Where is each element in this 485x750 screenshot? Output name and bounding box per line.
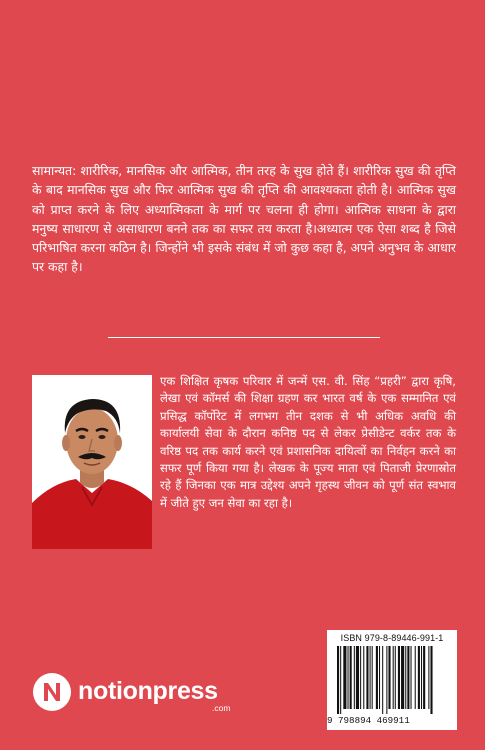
barcode-digits: 9 798894 469911 — [327, 715, 410, 726]
author-photo — [32, 375, 152, 549]
barcode-bar — [405, 646, 406, 709]
barcode-bar — [407, 646, 409, 709]
publisher-domain: .com — [212, 703, 231, 713]
barcode-bar — [348, 646, 349, 709]
barcode-bar — [356, 646, 359, 709]
barcode-bar — [418, 646, 420, 709]
barcode-bar — [363, 646, 364, 709]
barcode-bar — [370, 646, 371, 709]
notionpress-n-icon — [32, 672, 72, 712]
barcode-bar — [401, 646, 404, 709]
barcode-bars — [335, 646, 449, 714]
barcode-bar — [428, 646, 429, 709]
barcode-bar — [382, 646, 383, 714]
book-blurb: सामान्यत: शारीरिक, मानसिक और आत्मिक, तीन तरह के सुख होते हैं। शारीरिक सुख की तृप्ति के बाद मानसिक सुख और फिर आत्मिक सुख की तृप्ति की आवश्यकता होती है। आत्मिक सुख को प्राप्त करने के लिए अध्यात्मिकता के मार्ग पर चलना ही होगा। आत्मिक साधना के द्वारा मनुष्य साधारण से असाधारण बनने तक का सफर तय करता है।अध्यात्म एक ऐसा शब्द है जिसे परिभाषित करना कठिन है। जिन्होंने भी इसके संबंध में जो कुछ कहा है, अपने अनुभव के आधार पर कहा है। — [32, 163, 456, 275]
barcode-bar — [350, 646, 352, 709]
barcode-bar — [395, 646, 396, 709]
isbn-barcode — [327, 630, 457, 730]
barcode-bar — [354, 646, 355, 709]
barcode-bar — [398, 646, 400, 709]
publisher-name: notionpress — [78, 677, 218, 705]
author-bio: एक शिक्षित कृषक परिवार में जन्में एस. वी. सिंह “प्रहरी” द्वारा कृषि, लेखा एवं कॉमर्स की शिक्षा ग्रहण कर भारत वर्ष के एक सम्मानित एवं प्रसिद्ध कॉर्पोरेट में लगभग तीन दशक से भी अधिक अवधि की कार्यालयी सेवा के दौरान कनिष्ठ पद से लेकर प्रेसीडेन्ट वर्कर तक के वरिष्ठ पद तक कार्य करने एवं प्रशासनिक दायित्वों का निर्वहन करने का सफर पूर्ण किया गया है। लेखक के पूज्य माता एवं पिताजी प्रेरणास्रोत रहे हैं जिनका एक मात्र उद्देश्य अपने गृहस्थ जीवन को पूर्ण संत स्वभाव में जीते हुए जन सेवा का रहा है। — [160, 374, 456, 510]
barcode-bar — [393, 646, 394, 709]
barcode-bar — [366, 646, 368, 709]
barcode-bar — [423, 646, 425, 709]
barcode-bar — [340, 646, 341, 714]
barcode-bar — [372, 646, 373, 709]
barcode-bar — [386, 646, 387, 714]
barcode-bar — [388, 646, 390, 709]
barcode-bar — [430, 646, 432, 714]
isbn-label: ISBN 979-8-89446-991-1 — [340, 633, 444, 643]
barcode-bar — [360, 646, 361, 709]
barcode-bar — [376, 646, 378, 709]
barcode-bar — [421, 646, 422, 709]
barcode-bar — [343, 646, 346, 709]
barcode-bar — [415, 646, 416, 709]
section-divider — [108, 337, 380, 338]
publisher-logo — [32, 672, 242, 716]
barcode-bar — [337, 646, 339, 714]
barcode-bar — [411, 646, 412, 709]
barcode-bar — [379, 646, 380, 709]
